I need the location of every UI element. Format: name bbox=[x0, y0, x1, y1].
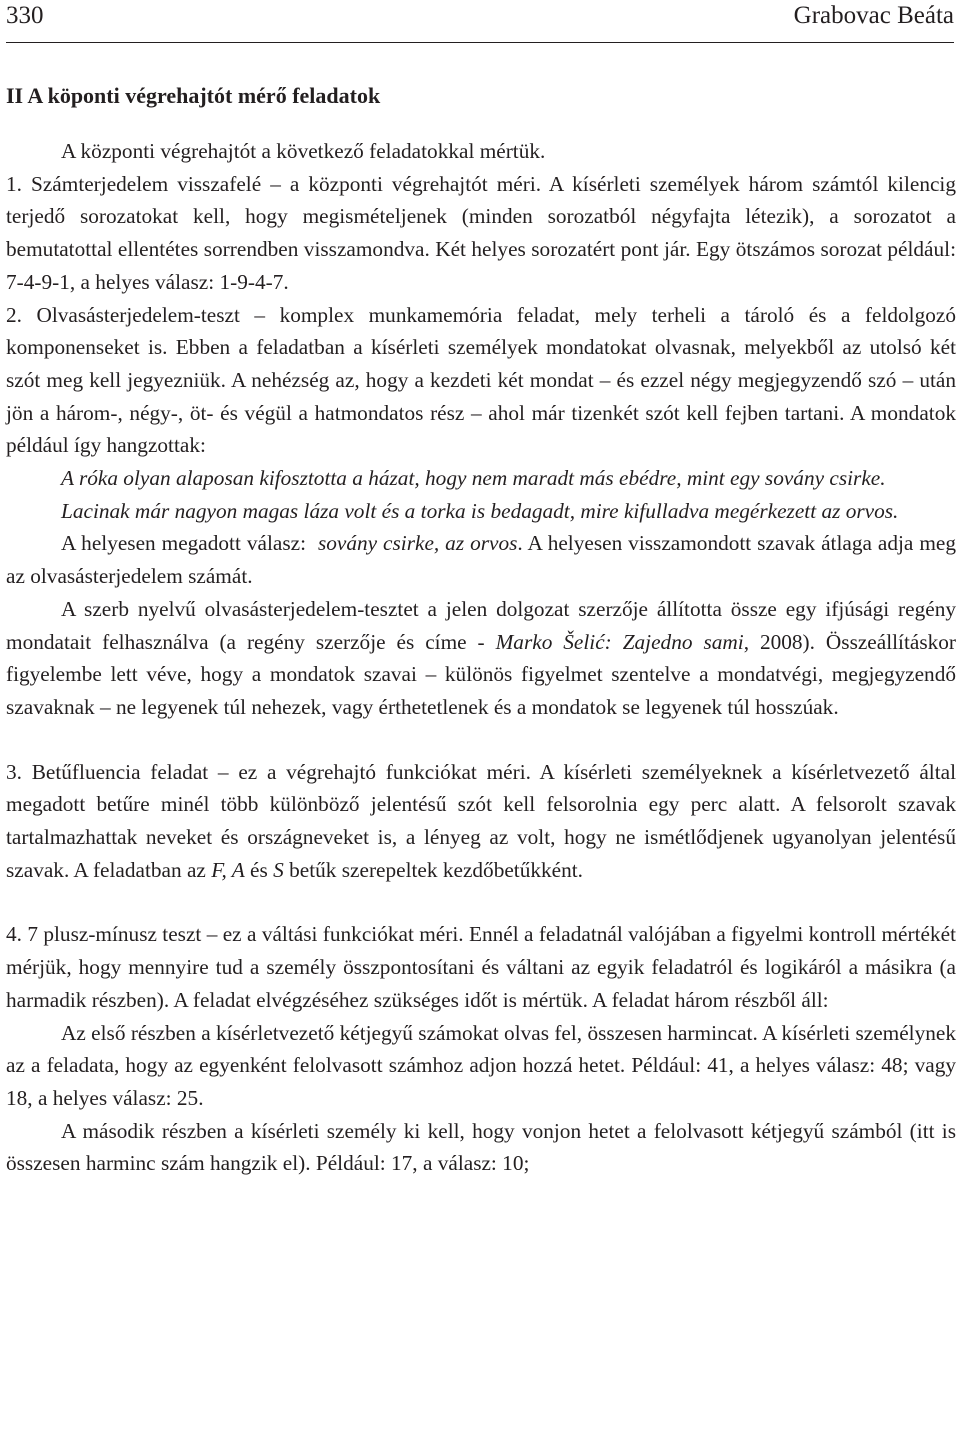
example-sentence-2-text: Lacinak már nagyon magas láza volt és a torka is bedagadt, mire kifulladva megérkezett az orvos. bbox=[61, 498, 899, 523]
task3-and: és bbox=[244, 857, 274, 882]
answer-paragraph bbox=[6, 527, 956, 592]
page-number: 330 bbox=[6, 2, 44, 29]
answer-lead: A helyesen megadott válasz: bbox=[61, 531, 306, 556]
task3-tail: betűk szerepeltek kezdőbetűkként. bbox=[283, 857, 583, 882]
running-header-author: Grabovac Beáta bbox=[793, 2, 954, 29]
example-sentence-1-text: A róka olyan alaposan kifosztotta a házat, hogy nem maradt más ebédre, mint egy sovány csirke. bbox=[61, 466, 886, 491]
serbian-test-paragraph bbox=[6, 593, 956, 724]
body-text bbox=[6, 80, 956, 1180]
task3-letters-2: S bbox=[273, 857, 284, 882]
answer-tail: . A helyesen visszamondott szavak átlaga adja meg az olvasásterjedelem számát. bbox=[6, 531, 956, 589]
task3-letters-1: F, A bbox=[211, 857, 245, 882]
intro-paragraph: A központi végrehajtót a következő feladatokkal mértük. bbox=[61, 139, 546, 163]
answer-words: sovány csirke, az orvos bbox=[317, 531, 518, 556]
task4-part1-paragraph: Az első részben a kísérletvezető kétjegyű számokat olvas fel, összesen harmincat. A kísérleti személynek az a feladata, hogy az egyenként felolvasott számhoz adjon hozzá hetet. Például: 41, a helyes válasz: 48; vagy 18, a helyes válasz: 25. bbox=[6, 1020, 956, 1110]
example-sentence-1 bbox=[6, 462, 956, 495]
serbian-text-1: A szerb nyelvű olvasásterjedelem-tesztet a jelen dolgozat szerzője állította össze egy ifjúsági regény mondatait felhasználva (a regény szerzője és címe - bbox=[6, 596, 956, 654]
task4-paragraph: 4. 7 plusz-mínusz teszt – ez a váltási funkciókat méri. Ennél a feladatnál valójában a figyelmi kontroll mértékét mérjük, hogy mennyire tud a személy összpontosítani és váltani az egyik feladatról és logikáról a másikra (a harmadik részben). A feladat elvégzéséhez szükséges időt is mértük. A feladat három részből áll: bbox=[6, 922, 956, 1012]
novel-reference: Marko Šelić: Zajedno sami bbox=[495, 629, 744, 654]
section-title: II A köponti végrehajtót mérő feladatok bbox=[6, 83, 381, 108]
task3-paragraph bbox=[6, 756, 956, 887]
task2-paragraph: 2. Olvasásterjedelem-teszt – komplex munkamemória feladat, mely terheli a tároló és a feldolgozó komponenseket is. Ebben a feladatban a kísérleti személyek mondatokat olvasnak, melyekből az utolsó két szót meg kell jegyezniük. A nehézség az, hogy a kezdeti két mondat – és ezzel négy megjegyzendő szó – után jön a három-, négy-, öt- és végül a hatmondatos rész – ahol már tizenkét szót kell fejben tartani. A mondatok például így hangzottak: bbox=[6, 302, 956, 458]
task4-part2-paragraph: A második részben a kísérleti személy ki kell, hogy vonjon hetet a felolvasott kétjegyű számból (itt is összesen harminc szám hangzik el). Például: 17, a válasz: 10; bbox=[6, 1118, 956, 1176]
running-header bbox=[6, 0, 954, 43]
serbian-text-2: , 2008). Összeállításkor figyelembe lett véve, hogy a mondatok szavai – különös figyelmet szentelve a mondatvégi, megjegyzendő szavaknak – ne legyenek túl nehezek, vagy érthetetlenek és a mondatok se legyenek túl hosszúak. bbox=[6, 629, 957, 719]
example-sentence-2 bbox=[6, 495, 956, 528]
task1-paragraph: 1. Számterjedelem visszafelé – a központi végrehajtót méri. A kísérleti személyek három számtól kilencig terjedő sorozatokat kell, hogy megismételjenek (minden sorozatból négyfajta létezik), a sorozatot a bemutatottal ellentétes sorrendben visszamondva. Két helyes sorozatért pont jár. Egy ötszámos sorozat például: 7-4-9-1, a helyes válasz: 1-9-4-7. bbox=[6, 171, 956, 294]
task3-text: 3. Betűfluencia feladat – ez a végrehajtó funkciókat méri. A kísérleti személyeknek a kísérletvezető által megadott betűre minél több különböző jelentésű szót kell felsorolnia egy perc alatt. A felsorolt szavak tartalmazhattak neveket és országneveket is, a lényeg az volt, hogy ne ismétlődjenek ugyanolyan jelentésű szavak. A feladatban az bbox=[6, 759, 956, 882]
